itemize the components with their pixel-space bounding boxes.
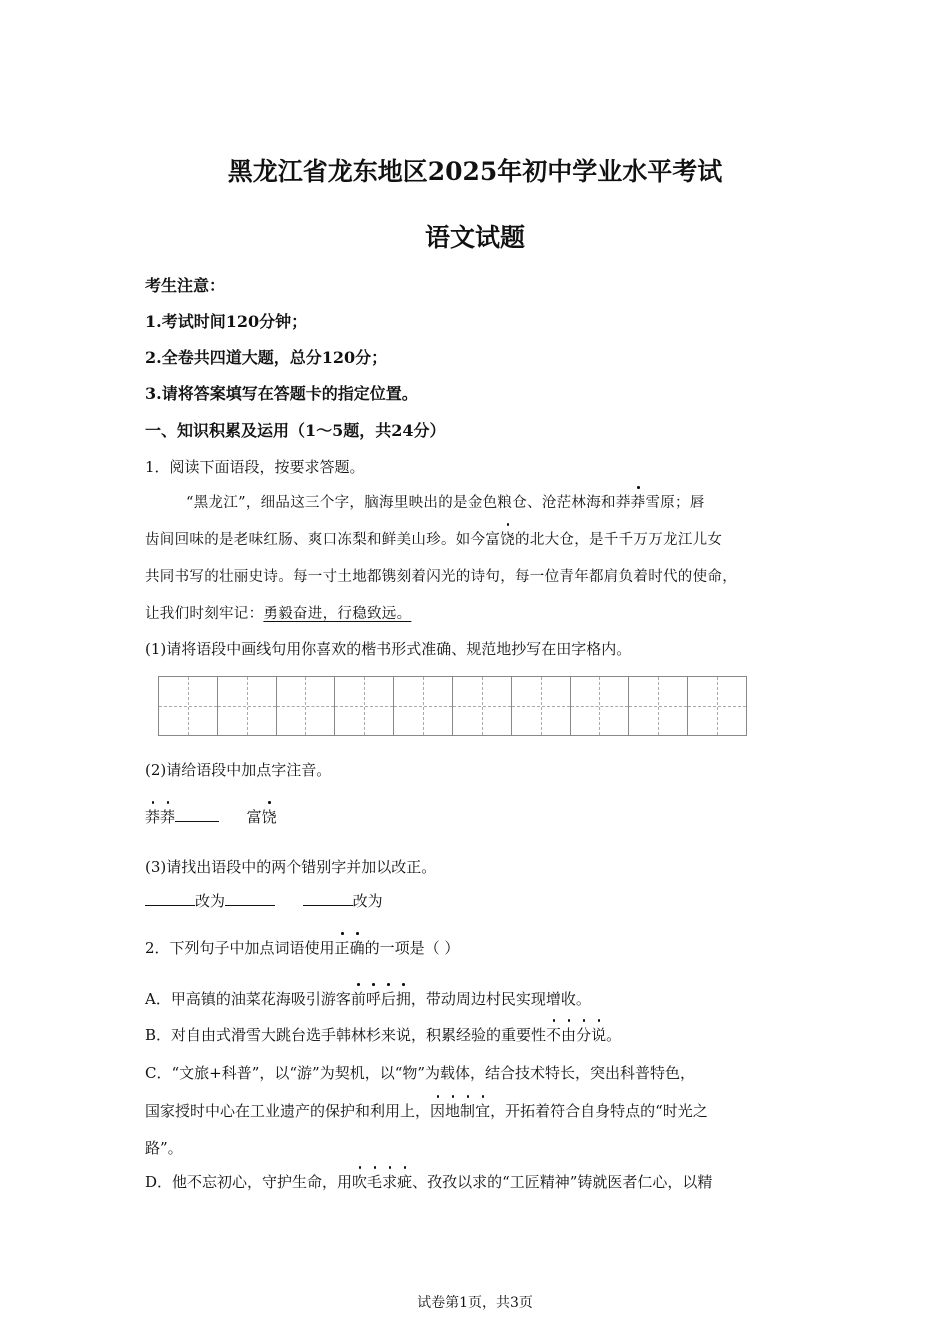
grid-cell[interactable] bbox=[688, 677, 746, 735]
underlined-sentence: 勇毅奋进，行稳致远。 bbox=[263, 606, 412, 622]
passage-line: 齿间回味的是老味红肠、爽口冻梨和鲜美山珍。如今富饶的北大仓，是千千万万龙江儿女 bbox=[145, 528, 722, 549]
grid-cell[interactable] bbox=[218, 677, 277, 735]
dotted-char: 莽 bbox=[631, 491, 646, 512]
tianzige-grid[interactable] bbox=[158, 676, 747, 736]
notice-item: 3.请将答案填写在答题卡的指定位置。 bbox=[145, 384, 418, 403]
grid-cell[interactable] bbox=[571, 677, 630, 735]
notice-item: 2.全卷共四道大题，总分120分； bbox=[145, 348, 388, 367]
sub-question-1: (1)请将语段中画线句用你喜欢的楷书形式准确、规范地抄写在田字格内。 bbox=[145, 640, 632, 658]
notice-item: 1.考试时间120分钟； bbox=[145, 312, 308, 331]
grid-cell[interactable] bbox=[277, 677, 336, 735]
question-2-stem: 2．下列句子中加点词语使用正确的一项是（ ） bbox=[145, 939, 460, 957]
answer-blank[interactable] bbox=[145, 891, 195, 906]
section-heading: 一、知识积累及运用（1～5题，共24分） bbox=[145, 421, 446, 440]
dotted-char: 饶 bbox=[500, 528, 515, 549]
option-c[interactable]: C．“文旅+科普”，以“游”为契机，以“物”为载体，结合技术特长，突出科普特色， bbox=[145, 1064, 696, 1082]
grid-cell[interactable] bbox=[512, 677, 571, 735]
grid-cell[interactable] bbox=[629, 677, 688, 735]
grid-cell[interactable] bbox=[394, 677, 453, 735]
question-1-stem: 1．阅读下面语段，按要求答题。 bbox=[145, 458, 365, 476]
correction-row: 改为 改为 bbox=[145, 890, 383, 911]
answer-blank[interactable] bbox=[175, 807, 219, 822]
answer-blank[interactable] bbox=[225, 891, 275, 906]
grid-cell[interactable] bbox=[335, 677, 394, 735]
passage-line: 让我们时刻牢记：勇毅奋进，行稳致远。 bbox=[145, 606, 412, 622]
option-c-line2: 国家授时中心在工业遗产的保护和利用上，因地制宜，开拓着符合自身特点的“时光之 bbox=[145, 1102, 708, 1120]
sub-question-2: (2)请给语段中加点字注音。 bbox=[145, 761, 332, 779]
exam-subtitle: 语文试题 bbox=[424, 223, 525, 252]
exam-title: 黑龙江省龙东地区2025年初中学业水平考试 bbox=[227, 157, 723, 186]
passage-line: 共同书写的壮丽史诗。每一寸土地都镌刻着闪光的诗句，每一位青年都肩负着时代的使命， bbox=[145, 569, 737, 585]
page-footer: 试卷第1页，共3页 bbox=[417, 1295, 533, 1311]
option-a[interactable]: A．甲高镇的油菜花海吸引游客前呼后拥，带动周边村民实现增收。 bbox=[145, 990, 591, 1008]
grid-cell[interactable] bbox=[159, 677, 218, 735]
pinyin-row: 莽莽 富饶 bbox=[145, 808, 277, 826]
answer-blank[interactable] bbox=[303, 891, 353, 906]
grid-cell[interactable] bbox=[453, 677, 512, 735]
option-d[interactable]: D．他不忘初心，守护生命，用吹毛求疵、孜孜以求的“工匠精神”铸就医者仁心，以精 bbox=[145, 1173, 713, 1191]
notice-heading: 考生注意： bbox=[145, 276, 226, 295]
option-c-line3: 路”。 bbox=[145, 1139, 183, 1157]
option-b[interactable]: B．对自由式滑雪大跳台选手韩林杉来说，积累经验的重要性不由分说。 bbox=[145, 1026, 622, 1044]
passage-line: “黑龙江”，细品这三个字，脑海里映出的是金色粮仓、沧茫林海和莽莽雪原；唇 bbox=[186, 491, 705, 512]
sub-question-3: (3)请找出语段中的两个错别字并加以改正。 bbox=[145, 858, 437, 876]
